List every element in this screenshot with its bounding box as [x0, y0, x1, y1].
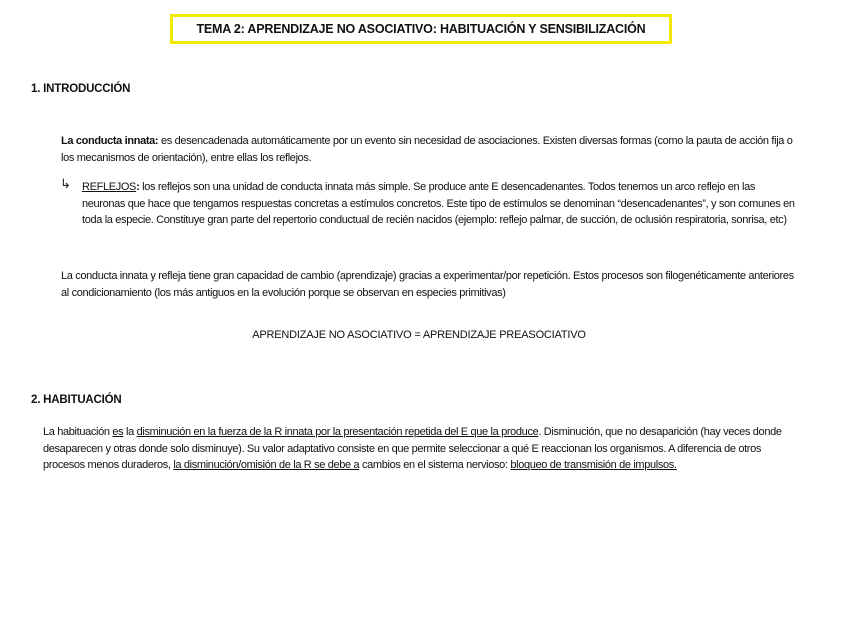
page-title: TEMA 2: APRENDIZAJE NO ASOCIATIVO: HABITUACIÓN Y SENSIBILIZACIÓN	[196, 22, 646, 36]
section-heading-habituacion: 2. HABITUACIÓN	[31, 394, 122, 406]
colon-reflejos: :	[136, 181, 140, 193]
term-reflejos: REFLEJOS	[82, 181, 137, 193]
text-seg-1: La habituación	[43, 426, 113, 438]
paragraph-conducta-innata	[61, 133, 801, 166]
paragraph-habituacion	[43, 424, 805, 474]
equation-aprendizaje: APRENDIZAJE NO ASOCIATIVO = APRENDIZAJE PREASOCIATIVO	[252, 329, 586, 341]
title-box	[170, 14, 672, 44]
section-heading-introduccion: 1. INTRODUCCIÓN	[31, 83, 131, 95]
paragraph-reflejos	[82, 179, 797, 229]
hook-arrow-icon: ↳	[60, 176, 71, 191]
text-seg-8: bloqueo de transmisión de impulsos.	[510, 459, 677, 471]
text-seg-6: la disminución/omisión de la R se debe a	[173, 459, 360, 471]
paragraph-capacidad-cambio: La conducta innata y refleja tiene gran capacidad de cambio (aprendizaje) gracias a experimentar/por repetición. Estos procesos son filogenéticamente anteriores al condicionamiento (los más antiguos en la evolución porque se observan en especies primitivas)	[61, 270, 794, 299]
text-seg-3: la	[123, 426, 137, 438]
text-seg-4: disminución en la fuerza de la R innata por la presentación repetida del E que la produce	[136, 426, 539, 438]
text-seg-2: es	[112, 426, 124, 438]
text-conducta-innata: es desencadenada automáticamente por un evento sin necesidad de asociaciones. Existen diversas formas (como la pauta de acción fija o los mecanismos de orientación), entre ellas los reflejos.	[61, 135, 793, 164]
text-seg-7: cambios en el sistema nervioso:	[359, 459, 511, 471]
text-seg-5: . Disminución, que no desaparición (hay veces donde desaparecen y otras donde solo disminuye). Su valor adaptativo consiste en que permite seleccionar a qué E reaccionan los organismos. A diferencia de otros procesos menos duraderos,	[43, 426, 782, 471]
term-conducta-innata: La conducta innata:	[61, 135, 159, 147]
text-reflejos: los reflejos son una unidad de conducta innata más simple. Se produce ante E desencadenantes. Todos tenemos un arco reflejo en las neuronas que hace que tengamos respuestas concretas a estímulos concretos. Este tipo de estímulos se denominan “desencadenantes”, y son comunes en toda la especie. Constituye gran parte del repertorio conductual de recién nacidos (ejemplo: reflejo palmar, de succión, de oclusión respiratoria, sonrisa, etc)	[82, 181, 795, 226]
